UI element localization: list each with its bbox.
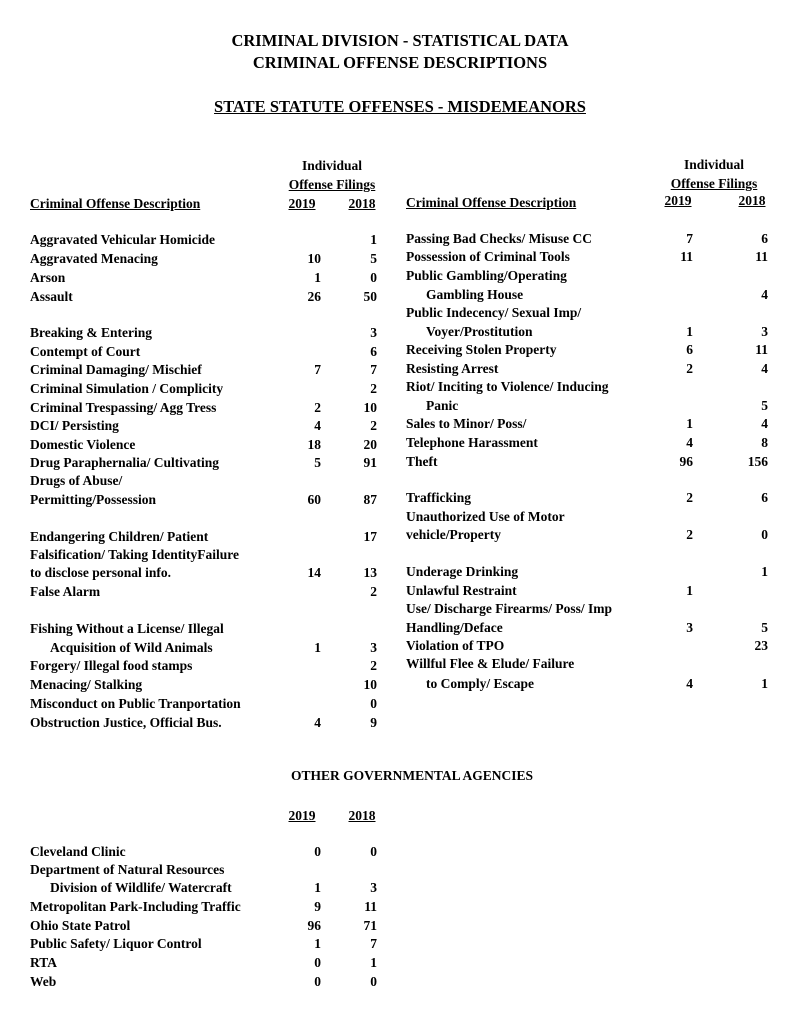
count-2019: 0: [314, 974, 321, 989]
count-2018: 10: [363, 677, 377, 692]
offense-description: Sales to Minor/ Poss/: [406, 416, 527, 431]
offense-description: Metropolitan Park-Including Traffic: [30, 899, 241, 914]
count-2019: 7: [686, 231, 693, 246]
offense-description: Telephone Harassment: [406, 435, 538, 450]
document-subtitle: CRIMINAL OFFENSE DESCRIPTIONS: [252, 53, 548, 72]
offense-description: Endangering Children/ Patient: [30, 529, 209, 544]
offense-description: to Comply/ Escape: [426, 676, 534, 691]
count-2018: 0: [370, 696, 377, 711]
count-2019: 6: [686, 342, 693, 357]
offense-description: Acquisition of Wild Animals: [50, 640, 213, 655]
count-2018: 3: [761, 324, 768, 339]
count-2019: 14: [307, 565, 321, 580]
offense-description: Resisting Arrest: [406, 361, 499, 376]
offense-description: RTA: [30, 955, 58, 970]
count-2018: 5: [761, 620, 768, 635]
offense-description: Voyer/Prostitution: [426, 324, 533, 339]
count-2019: 1: [314, 270, 321, 285]
left-col-2019-header: 2019: [288, 196, 316, 211]
count-2018: 87: [363, 492, 377, 507]
count-2019: 1: [314, 880, 321, 895]
count-2019: 5: [314, 455, 321, 470]
right-group-header-line2: Offense Filings: [670, 176, 758, 191]
count-2018: 0: [370, 270, 377, 285]
count-2019: 7: [314, 362, 321, 377]
offense-description: Possession of Criminal Tools: [406, 249, 570, 264]
offense-description: Cleveland Clinic: [30, 844, 126, 859]
count-2018: 2: [370, 418, 377, 433]
offense-description: Division of Wildlife/ Watercraft: [50, 880, 232, 895]
offense-description: Ohio State Patrol: [30, 918, 131, 933]
left-group-header-line1: Individual: [301, 158, 363, 173]
count-2019: 4: [686, 435, 693, 450]
offense-description: Forgery/ Illegal food stamps: [30, 658, 193, 673]
right-col-desc-header: Criminal Offense Description: [406, 195, 577, 210]
offense-description: Fishing Without a License/ Illegal: [30, 621, 224, 636]
count-2018: 6: [761, 231, 768, 246]
offense-description: Theft: [406, 454, 438, 469]
count-2018: 11: [755, 249, 768, 264]
count-2018: 91: [363, 455, 377, 470]
offense-description: Public Indecency/ Sexual Imp/: [406, 305, 582, 320]
count-2018: 5: [761, 398, 768, 413]
count-2018: 2: [370, 658, 377, 673]
count-2018: 7: [370, 362, 377, 377]
count-2018: 1: [370, 955, 377, 970]
offense-description: Drug Paraphernalia/ Cultivating: [30, 455, 220, 470]
agencies-col-2019-header: 2019: [288, 808, 316, 823]
count-2019: 2: [314, 400, 321, 415]
count-2018: 17: [363, 529, 377, 544]
offense-description: Misconduct on Public Tranportation: [30, 696, 241, 711]
count-2018: 13: [363, 565, 377, 580]
count-2018: 2: [370, 584, 377, 599]
offense-description: Contempt of Court: [30, 344, 141, 359]
count-2018: 10: [363, 400, 377, 415]
offense-description: Panic: [426, 398, 459, 413]
offense-description: Arson: [30, 270, 66, 285]
count-2019: 2: [686, 361, 693, 376]
count-2019: 2: [686, 527, 693, 542]
count-2019: 10: [307, 251, 321, 266]
count-2019: 1: [314, 936, 321, 951]
count-2019: 4: [686, 676, 693, 691]
offense-description: Aggravated Menacing: [30, 251, 158, 266]
offense-description: Passing Bad Checks/ Misuse CC: [406, 231, 593, 246]
offense-description: Public Safety/ Liquor Control: [30, 936, 202, 951]
count-2018: 8: [761, 435, 768, 450]
offense-description: Domestic Violence: [30, 437, 136, 452]
offense-description: Criminal Simulation / Complicity: [30, 381, 224, 396]
count-2019: 26: [307, 289, 321, 304]
offense-description: Department of Natural Resources: [30, 862, 225, 877]
count-2018: 1: [761, 564, 768, 579]
count-2019: 60: [307, 492, 321, 507]
count-2019: 1: [686, 583, 693, 598]
right-group-header-line1: Individual: [683, 157, 745, 172]
offense-description: Riot/ Inciting to Violence/ Inducing: [406, 379, 609, 394]
count-2019: 1: [686, 416, 693, 431]
count-2019: 3: [686, 620, 693, 635]
count-2018: 11: [755, 342, 768, 357]
count-2018: 11: [364, 899, 377, 914]
count-2018: 6: [761, 490, 768, 505]
offense-description: Aggravated Vehicular Homicide: [30, 232, 215, 247]
offense-description: Unauthorized Use of Motor: [406, 509, 565, 524]
offense-description: Receiving Stolen Property: [406, 342, 557, 357]
offense-description: Assault: [30, 289, 73, 304]
count-2019: 96: [679, 454, 693, 469]
count-2019: 4: [314, 715, 321, 730]
count-2018: 1: [761, 676, 768, 691]
offense-description: Violation of TPO: [406, 638, 505, 653]
count-2018: 6: [370, 344, 377, 359]
count-2018: 3: [370, 640, 377, 655]
count-2019: 2: [686, 490, 693, 505]
count-2018: 50: [363, 289, 377, 304]
offense-description: Falsification/ Taking IdentityFailure: [30, 547, 240, 562]
count-2019: 0: [314, 844, 321, 859]
offense-description: Criminal Damaging/ Mischief: [30, 362, 202, 377]
agencies-title: OTHER GOVERNMENTAL AGENCIES: [290, 768, 534, 783]
offense-description: Underage Drinking: [406, 564, 519, 579]
count-2019: 96: [307, 918, 321, 933]
left-group-header-line2: Offense Filings: [288, 177, 376, 192]
offense-description: Permitting/Possession: [30, 492, 156, 507]
offense-description: Public Gambling/Operating: [406, 268, 567, 283]
offense-description: Breaking & Entering: [30, 325, 153, 340]
offense-description: Web: [30, 974, 57, 989]
count-2018: 3: [370, 880, 377, 895]
document-title: CRIMINAL DIVISION - STATISTICAL DATA: [231, 31, 569, 50]
offense-description: Gambling House: [426, 287, 524, 302]
count-2019: 4: [314, 418, 321, 433]
count-2018: 1: [370, 232, 377, 247]
count-2018: 71: [363, 918, 377, 933]
count-2019: 0: [314, 955, 321, 970]
count-2018: 0: [761, 527, 768, 542]
offense-description: to disclose personal info.: [30, 565, 172, 580]
agencies-col-2018-header: 2018: [348, 808, 376, 823]
offense-description: Menacing/ Stalking: [30, 677, 143, 692]
right-col-2018-header: 2018: [738, 193, 766, 208]
count-2019: 1: [314, 640, 321, 655]
count-2018: 3: [370, 325, 377, 340]
count-2018: 0: [370, 844, 377, 859]
offense-description: Use/ Discharge Firearms/ Poss/ Imp: [406, 601, 612, 616]
offense-description: Obstruction Justice, Official Bus.: [30, 715, 222, 730]
count-2018: 20: [363, 437, 377, 452]
offense-description: Trafficking: [406, 490, 471, 505]
count-2018: 4: [761, 361, 768, 376]
section-title: STATE STATUTE OFFENSES - MISDEMEANORS: [214, 97, 586, 116]
right-col-2019-header: 2019: [664, 193, 692, 208]
count-2019: 9: [314, 899, 321, 914]
count-2018: 23: [754, 638, 768, 653]
count-2018: 2: [370, 381, 377, 396]
offense-description: Criminal Trespassing/ Agg Tress: [30, 400, 217, 415]
offense-description: Drugs of Abuse/: [30, 473, 123, 488]
count-2018: 0: [370, 974, 377, 989]
count-2018: 9: [370, 715, 377, 730]
offense-description: Unlawful Restraint: [406, 583, 517, 598]
count-2019: 11: [680, 249, 693, 264]
offense-description: Handling/Deface: [406, 620, 503, 635]
count-2018: 7: [370, 936, 377, 951]
left-col-desc-header: Criminal Offense Description: [30, 196, 201, 211]
count-2019: 18: [307, 437, 321, 452]
left-col-2018-header: 2018: [348, 196, 376, 211]
offense-description: DCI/ Persisting: [30, 418, 119, 433]
offense-description: False Alarm: [30, 584, 101, 599]
count-2018: 4: [761, 287, 768, 302]
count-2018: 4: [761, 416, 768, 431]
offense-description: vehicle/Property: [406, 527, 501, 542]
count-2018: 156: [747, 454, 768, 469]
offense-description: Willful Flee & Elude/ Failure: [406, 656, 575, 671]
count-2018: 5: [370, 251, 377, 266]
count-2019: 1: [686, 324, 693, 339]
